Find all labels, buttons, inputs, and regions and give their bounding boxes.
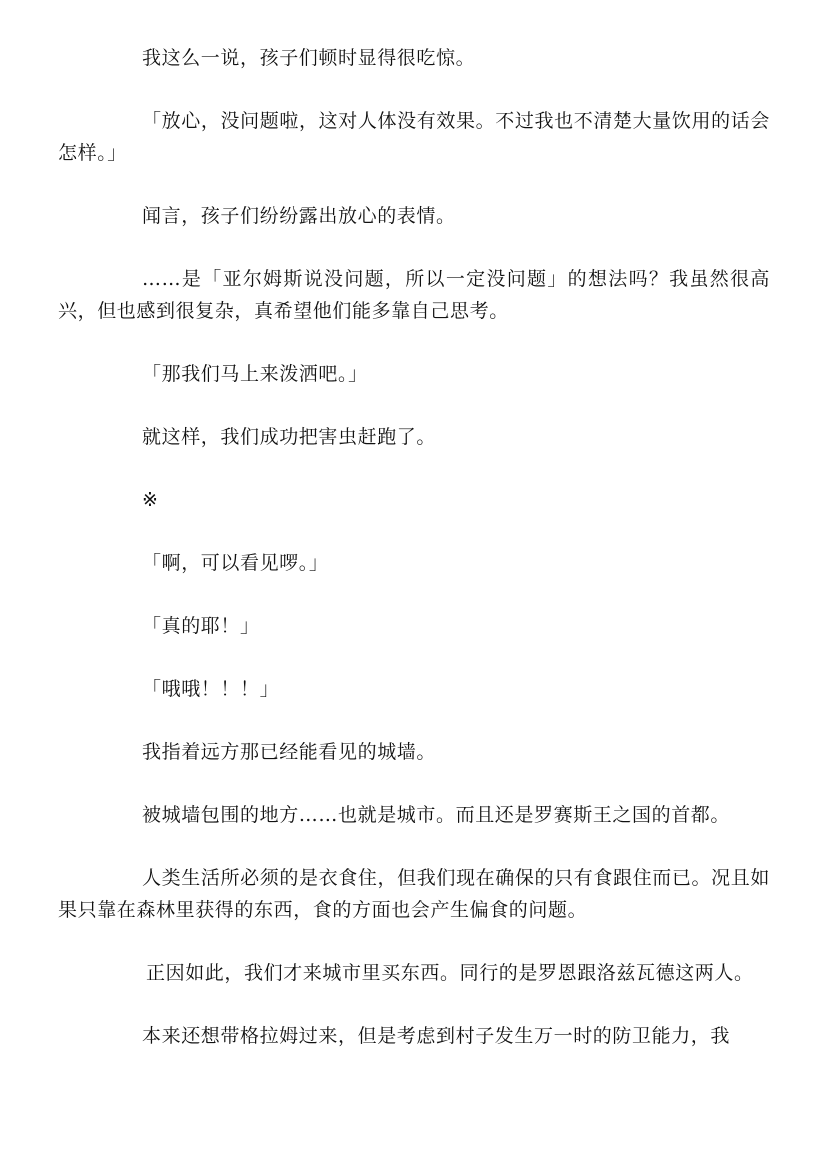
paragraph-14: 正因如此，我们才来城市里买东西。同行的是罗恩跟洛兹瓦德这两人。 [146,962,754,984]
paragraph-4: ……是「亚尔姆斯说没问题，所以一定没问题」的想法吗？我虽然很高兴，但也感到很复杂，真希望他们能多靠自己思考。 [58,268,770,322]
paragraph-9: 「真的耶！」 [142,615,260,637]
paragraph-6: 就这样，我们成功把害虫赶跑了。 [142,426,437,448]
paragraph-8: 「啊，可以看见啰。」 [142,552,329,574]
paragraph-3: 闻言，孩子们纷纷露出放心的表情。 [142,205,456,227]
paragraph-11: 我指着远方那已经能看见的城墙。 [142,741,437,763]
paragraph-5: 「那我们马上来泼洒吧。」 [142,363,368,385]
paragraph-10: 「哦哦！！！」 [142,678,280,700]
paragraph-2: 「放心，没问题啦，这对人体没有效果。不过我也不清楚大量饮用的话会怎样。」 [58,110,770,164]
paragraph-13: 人类生活所必须的是衣食住，但我们现在确保的只有食跟住而已。况且如果只靠在森林里获得的东西，食的方面也会产生偏食的问题。 [58,867,770,921]
paragraph-1: 我这么一说，孩子们顿时显得很吃惊。 [142,47,476,69]
paragraph-15: 本来还想带格拉姆过来，但是考虑到村子发生万一时的防卫能力，我 [142,1025,731,1047]
paragraph-12: 被城墙包围的地方……也就是城市。而且还是罗赛斯王之国的首都。 [142,804,731,826]
section-break-mark: ※ [142,489,159,511]
